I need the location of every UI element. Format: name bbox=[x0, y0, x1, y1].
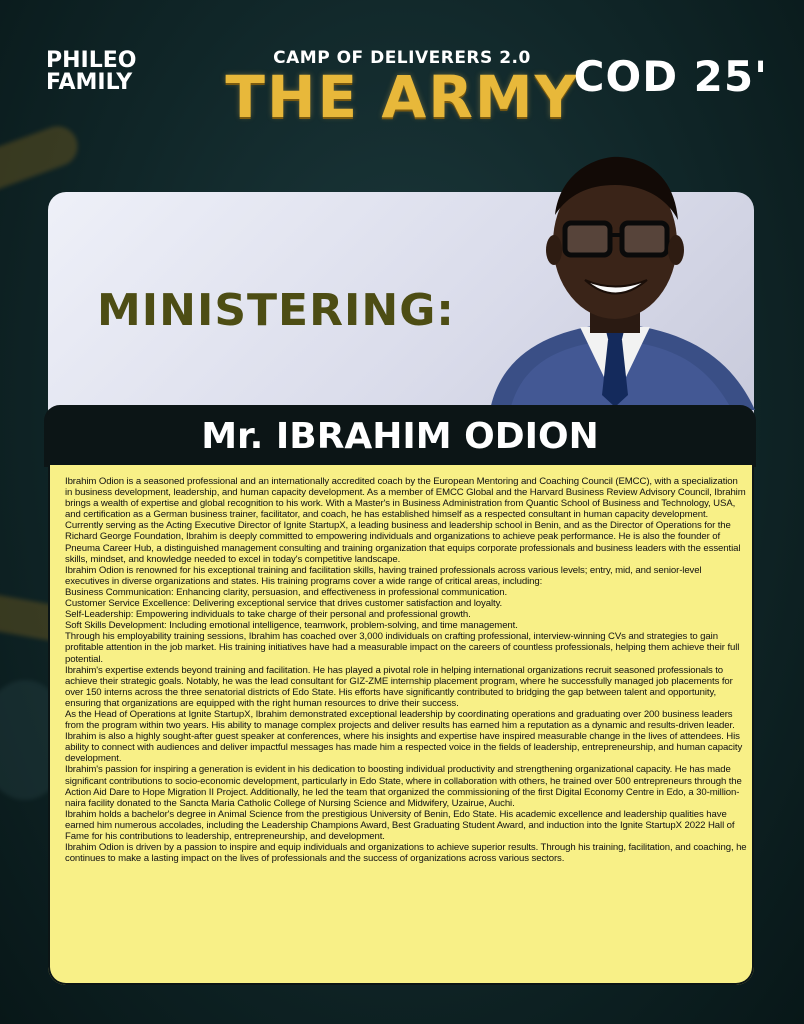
event-title: THE ARMY bbox=[225, 63, 579, 131]
speaker-name: Mr. IBRAHIM ODION bbox=[201, 415, 599, 457]
ministering-label: MINISTERING: bbox=[97, 285, 455, 336]
speaker-bio bbox=[65, 476, 747, 864]
bio-paragraph: Business Communication: Enhancing clarity, persuasion, and effectiveness in professional communication. bbox=[65, 586, 508, 598]
bio-paragraph: Ibrahim's expertise extends beyond training and facilitation. He has played a pivotal role in helping international organizations recruit seasoned professionals to achieve their strategic goals. Notably, he was the lead consultant for GIZ-ZME internship placement program, where he successfully managed job placements for over 150 interns across the three senatorial districts of Edo State. His efforts have significantly contributed to bridging the gap between talent and opportunity, ensuring that organizations are equipped with the right human resources to drive their success. bbox=[65, 664, 733, 709]
speaker-name-bar bbox=[44, 405, 756, 467]
bio-paragraph: Ibrahim's passion for inspiring a generation is evident in his dedication to boosting individual productivity and strengthening organizational capacity. He has made significant contributions to socio-economic development, particularly in Edo State, where in collaboration with others, he trained over 500 entrepreneurs through the Action Aid Dare to Hope Migration II Project. Additionally, he led the team that organized the commissioning of the first Digital Economy Centre in Edo, a 30-million-naira facility donated to the Sancta Maria Catholic College of Nursing Science and Midwifery, Uzairue, Auchi. bbox=[65, 764, 742, 809]
bio-paragraph: As the Head of Operations at Ignite StartupX, Ibrahim demonstrated exceptional leadership by coordinating operations and graduating over 200 business leaders from the program within two years. His ability to manage complex projects and deliver results has earned him a reputation as a dynamic and results-driven leader. bbox=[65, 708, 735, 732]
bio-paragraph: Ibrahim holds a bachelor's degree in Animal Science from the prestigious University of Benin, Edo State. His academic excellence and leadership qualities have earned him numerous accolades, including the Leadership Champions Award, Best Graduating Student Award, and induction into the Ignite StartupX 2022 Hall of Fame for his contributions to leadership, entrepreneurship, and development. bbox=[65, 808, 735, 842]
bio-paragraph: Self-Leadership: Empowering individuals to take charge of their personal and professional growth. bbox=[65, 609, 471, 621]
bio-paragraph: Ibrahim is also a highly sought-after guest speaker at conferences, where his insights and expertise have inspired measurable change in the lives of attendees. His ability to connect with audiences and deliver impactful messages has made him a respected voice in the fields of leadership, entrepreneurship, and human capacity development. bbox=[65, 731, 743, 765]
bio-paragraph: Through his employability training sessions, Ibrahim has coached over 3,000 individuals on crafting professional, interview-winning CVs and strategies to gain profitable attention in the job market. His training initiatives have had a measurable impact on the careers of countless professionals, helping them achieve their full potential. bbox=[65, 631, 740, 665]
event-subtitle: CAMP OF DELIVERERS 2.0 bbox=[273, 48, 531, 68]
bio-paragraph: Ibrahim Odion is a seasoned professional and an internationally accredited coach by the European Mentoring and Coaching Council (EMCC), with a specialization in business development, leadership, and human capacity development. As a member of EMCC Global and the Harvard Business Review Advisory Council, Ibrahim brings a wealth of expertise and global recognition to his work. With a Master's in Business Administration from Quantic School of Business and Technology, USA, and certification as a German business trainer, facilitator, and coach, he has established himself as a respected consultant in human capacity development. bbox=[65, 476, 746, 521]
bio-paragraph: Soft Skills Development: Including emotional intelligence, teamwork, problem-solving, and time management. bbox=[65, 620, 518, 632]
logo-line-1: PHILEO bbox=[46, 48, 137, 73]
bio-paragraph: Currently serving as the Acting Executive Director of Ignite StartupX, a leading business and leadership school in Benin, and as the Director of Operations for the Richard George Foundation, Ibrahim is deeply committed to empowering individuals and organizations to achieve peak performance. He is also the founder of Pneuma Career Hub, a distinguished management consulting and training organization that equips corporate professionals and business leaders with the essential skills, mindset, and knowledge needed to excel in today's competitive landscape. bbox=[65, 520, 741, 565]
bio-paragraph: Ibrahim Odion is driven by a passion to inspire and equip individuals and organizations to achieve superior results. Through his training, facilitation, and coaching, he continues to make a lasting impact on the lives of professionals and the success of organizations across various sectors. bbox=[65, 842, 747, 865]
speaker-portrait bbox=[470, 145, 760, 410]
cod-logo: COD 25' bbox=[573, 52, 768, 101]
bio-paragraph: Customer Service Excellence: Delivering exceptional service that drives customer satisfaction and loyalty. bbox=[65, 598, 503, 610]
background-decoration bbox=[0, 121, 83, 200]
bio-paragraph: Ibrahim Odion is renowned for his exceptional training and facilitation skills, having trained professionals across various levels; entry, mid, and senior-level executives in diverse organizations and states. His training programs cover a wide range of critical areas, including: bbox=[65, 564, 702, 587]
logo-line-2: FAMILY bbox=[46, 70, 133, 95]
